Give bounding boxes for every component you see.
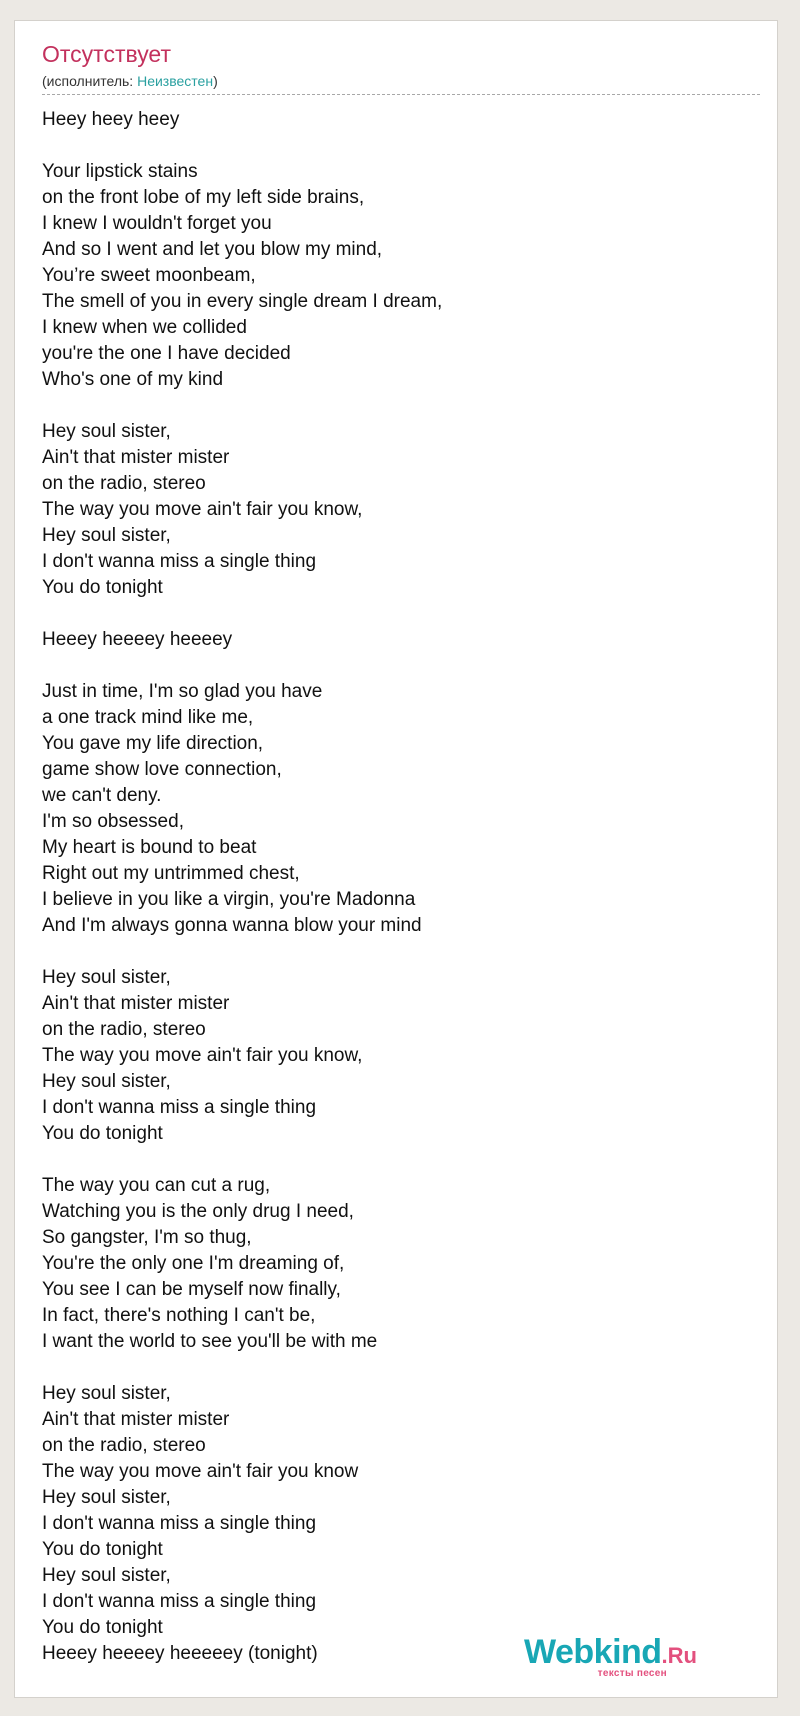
lyric-line: Hey soul sister, — [42, 1565, 171, 1586]
lyric-line: Hey soul sister, — [42, 1487, 171, 1508]
lyric-line: Watching you is the only drug I need, — [42, 1201, 354, 1222]
lyric-line: So gangster, I'm so thug, — [42, 1227, 252, 1248]
lyric-line: The smell of you in every single dream I dream, — [42, 291, 443, 312]
lyric-blank-line — [42, 601, 442, 627]
lyric-line: I don't wanna miss a single thing — [42, 551, 317, 572]
lyric-line: Hey soul sister, — [42, 1071, 171, 1092]
artist-line — [42, 73, 218, 90]
lyric-blank-line — [42, 939, 442, 965]
lyric-line: a one track mind like me, — [42, 707, 254, 728]
lyric-line: on the front lobe of my left side brains, — [42, 187, 365, 208]
lyric-line: You do tonight — [42, 1539, 163, 1560]
lyric-line: You gave my life direction, — [42, 733, 264, 754]
artist-prefix: (исполнитель: — [42, 73, 138, 89]
lyric-line: I want the world to see you'll be with me — [42, 1331, 378, 1352]
lyric-line: Hey soul sister, — [42, 967, 171, 988]
artist-link[interactable]: Неизвестен — [137, 73, 214, 89]
artist-suffix: ) — [213, 73, 218, 89]
lyric-line: game show love connection, — [42, 759, 282, 780]
lyric-line: I don't wanna miss a single thing — [42, 1097, 317, 1118]
lyric-line: Hey soul sister, — [42, 1383, 171, 1404]
lyric-line: Heeey heeeey heeeeey (tonight) — [42, 1643, 318, 1664]
song-title: Отсутствует — [42, 41, 171, 67]
lyric-line: I don't wanna miss a single thing — [42, 1513, 317, 1534]
lyric-line: you're the one I have decided — [42, 343, 291, 364]
lyric-line: The way you can cut a rug, — [42, 1175, 271, 1196]
lyric-line: The way you move ain't fair you know, — [42, 1045, 363, 1066]
lyric-line: Hey soul sister, — [42, 525, 171, 546]
lyric-line: I don't wanna miss a single thing — [42, 1591, 317, 1612]
lyric-line: Hey soul sister, — [42, 421, 171, 442]
lyrics-text — [42, 107, 442, 1667]
lyric-line: Right out my untrimmed chest, — [42, 863, 300, 884]
logo-wordmark: Webkind — [524, 1633, 662, 1671]
lyric-line: I believe in you like a virgin, you're Madonna — [42, 889, 416, 910]
lyric-line: You do tonight — [42, 1123, 163, 1144]
lyric-line: Just in time, I'm so glad you have — [42, 681, 323, 702]
lyric-line: Heey heey heey — [42, 109, 180, 130]
lyric-blank-line — [42, 1355, 442, 1381]
lyric-line: You’re sweet moonbeam, — [42, 265, 256, 286]
lyric-line: My heart is bound to beat — [42, 837, 257, 858]
lyric-line: on the radio, stereo — [42, 1019, 206, 1040]
header-divider — [42, 94, 760, 95]
lyric-line: Ain't that mister mister — [42, 1409, 230, 1430]
lyric-line: Who's one of my kind — [42, 369, 224, 390]
lyric-line: You do tonight — [42, 1617, 163, 1638]
lyric-line: we can't deny. — [42, 785, 162, 806]
lyric-line: Your lipstick stains — [42, 161, 198, 182]
lyric-blank-line — [42, 1147, 442, 1173]
lyric-line: The way you move ain't fair you know — [42, 1461, 359, 1482]
lyric-line: And I'm always gonna wanna blow your mind — [42, 915, 422, 936]
lyric-line: I knew I wouldn't forget you — [42, 213, 272, 234]
lyric-line: And so I went and let you blow my mind, — [42, 239, 383, 260]
site-logo[interactable] — [524, 1633, 697, 1679]
lyric-blank-line — [42, 393, 442, 419]
lyric-blank-line — [42, 133, 442, 159]
lyric-line: on the radio, stereo — [42, 1435, 206, 1456]
lyric-blank-line — [42, 653, 442, 679]
lyrics-card — [14, 20, 778, 1698]
logo-tagline: тексты песен — [597, 1668, 667, 1679]
lyric-line: Heeey heeeey heeeey — [42, 629, 233, 650]
lyric-line: The way you move ain't fair you know, — [42, 499, 363, 520]
lyric-line: In fact, there's nothing I can't be, — [42, 1305, 316, 1326]
lyric-line: Ain't that mister mister — [42, 993, 230, 1014]
lyric-line: I knew when we collided — [42, 317, 247, 338]
lyric-line: You see I can be myself now finally, — [42, 1279, 341, 1300]
logo-domain-suffix: .Ru — [661, 1643, 697, 1668]
lyric-line: You do tonight — [42, 577, 163, 598]
lyric-line: Ain't that mister mister — [42, 447, 230, 468]
lyric-line: on the radio, stereo — [42, 473, 206, 494]
lyric-line: You're the only one I'm dreaming of, — [42, 1253, 345, 1274]
lyric-line: I'm so obsessed, — [42, 811, 184, 832]
